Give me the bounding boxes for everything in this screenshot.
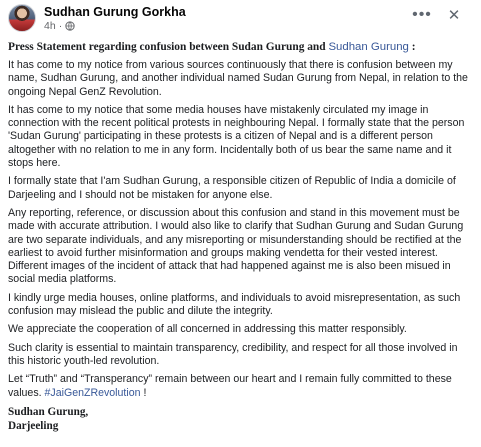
paragraph-2: It has come to my notice that some media houses have mistakenly circulated my image in connection with the recent political protests in neighbouring Nepal. I formally state that the person 'Sudan Gurung' participating in these protests is a citizen of Nepal and is a different person altogether with no relation to me in any form. Incidentally both of us bear the same name and it stops here. [8, 103, 465, 170]
paragraph-3: I formally state that I'am Sudhan Gurung, a responsible citizen of Republic of India a domicile of Darjeeling and I should not be mistaken for anyone else. [8, 175, 456, 201]
paragraph-5: I kindly urge media houses, online platforms, and individuals to avoid misrepresentation, as such confusion may mislead the public and dilute the integrity. [8, 291, 461, 318]
paragraph-4: Any reporting, reference, or discussion about this confusion and stand in this movement must be made with accurate attribution. I would also like to clarify that Sudhan Gurung and Sudan Gurung are two separate individuals, and any misreporting or misunderstanding should be rectified at the earliest to avoid further misinformation and groups making vendetta for their vested interest. Different images of the incident of attack that had happened against me is also been misued in social media platforms. [8, 206, 464, 286]
hashtag-link[interactable]: #JaiGenZRevolution [44, 386, 141, 399]
post-meta: 4h · [44, 20, 75, 32]
close-icon[interactable]: ✕ [447, 7, 461, 24]
post-time[interactable]: 4h [44, 20, 56, 32]
globe-icon [65, 21, 75, 31]
tagged-profile-link[interactable]: Sudhan Gurung [328, 41, 409, 53]
avatar[interactable] [8, 4, 36, 32]
paragraph-8: Let “Truth” and “Transperancy” remain between our heart and I remain fully committed to these values. #JaiGenZRevolution ! [8, 373, 452, 399]
post-header [8, 4, 473, 34]
post-body [8, 40, 470, 433]
author-name[interactable]: Sudhan Gurung Gorkha [44, 5, 186, 19]
statement-title: Press Statement regarding confusion between Sudan Gurung and Sudhan Gurung : [8, 41, 416, 53]
signature-name: Sudhan Gurung, [8, 405, 89, 418]
paragraph-6: We appreciate the cooperation of all concerned in addressing this matter responsibly. [8, 323, 407, 336]
paragraph-1: It has come to my notice from various sources continuously that there is confusion between my name, Sudhan Gurung, and another individual named Sudan Gurung from Nepal, in relation to the ongoing Nepal GenZ Revolution. [8, 59, 468, 98]
signature-place: Darjeeling [8, 419, 59, 432]
more-options-icon[interactable]: ••• [412, 6, 432, 23]
paragraph-7: Such clarity is essential to maintain transparency, credibility, and respect for all those involved in this historic youth-led revolution. [8, 341, 458, 367]
